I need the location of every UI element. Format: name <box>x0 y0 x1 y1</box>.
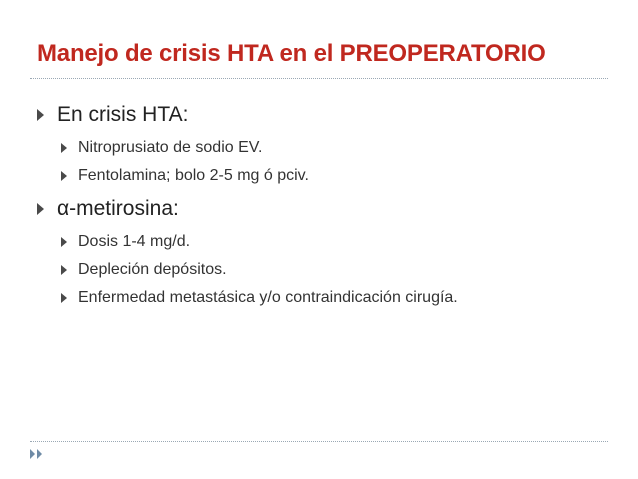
triangle-bullet-icon <box>37 109 44 121</box>
bullet-level2 <box>37 162 607 190</box>
triangle-bullet-icon <box>37 203 44 215</box>
bullet-text: En crisis HTA: <box>57 103 189 126</box>
triangle-bullet-icon <box>61 265 67 275</box>
chevron-right-icon <box>37 449 42 459</box>
bullet-text: Fentolamina; bolo 2-5 mg ó pciv. <box>78 167 309 184</box>
bullet-level2 <box>37 284 607 312</box>
slide-title: Manejo de crisis HTA en el PREOPERATORIO <box>37 40 546 67</box>
bullet-text: Dosis 1-4 mg/d. <box>78 233 191 250</box>
chevron-right-icon <box>30 449 35 459</box>
title-divider <box>30 78 608 79</box>
triangle-bullet-icon <box>61 143 67 153</box>
bullet-level1 <box>37 96 607 134</box>
bullet-level2 <box>37 228 607 256</box>
double-chevron-icon <box>30 449 42 459</box>
bullet-level2 <box>37 256 607 284</box>
bullet-text: Depleción depósitos. <box>78 261 227 278</box>
triangle-bullet-icon <box>61 293 67 303</box>
bullet-text: Nitroprusiato de sodio EV. <box>78 139 263 156</box>
bullet-text: α-metirosina: <box>57 197 179 220</box>
bullet-level1 <box>37 190 607 228</box>
triangle-bullet-icon <box>61 171 67 181</box>
triangle-bullet-icon <box>61 237 67 247</box>
bullet-level2 <box>37 134 607 162</box>
bullet-text: Enfermedad metastásica y/o contraindicación cirugía. <box>78 289 458 306</box>
footer-divider <box>30 441 608 442</box>
slide-content <box>37 96 607 312</box>
